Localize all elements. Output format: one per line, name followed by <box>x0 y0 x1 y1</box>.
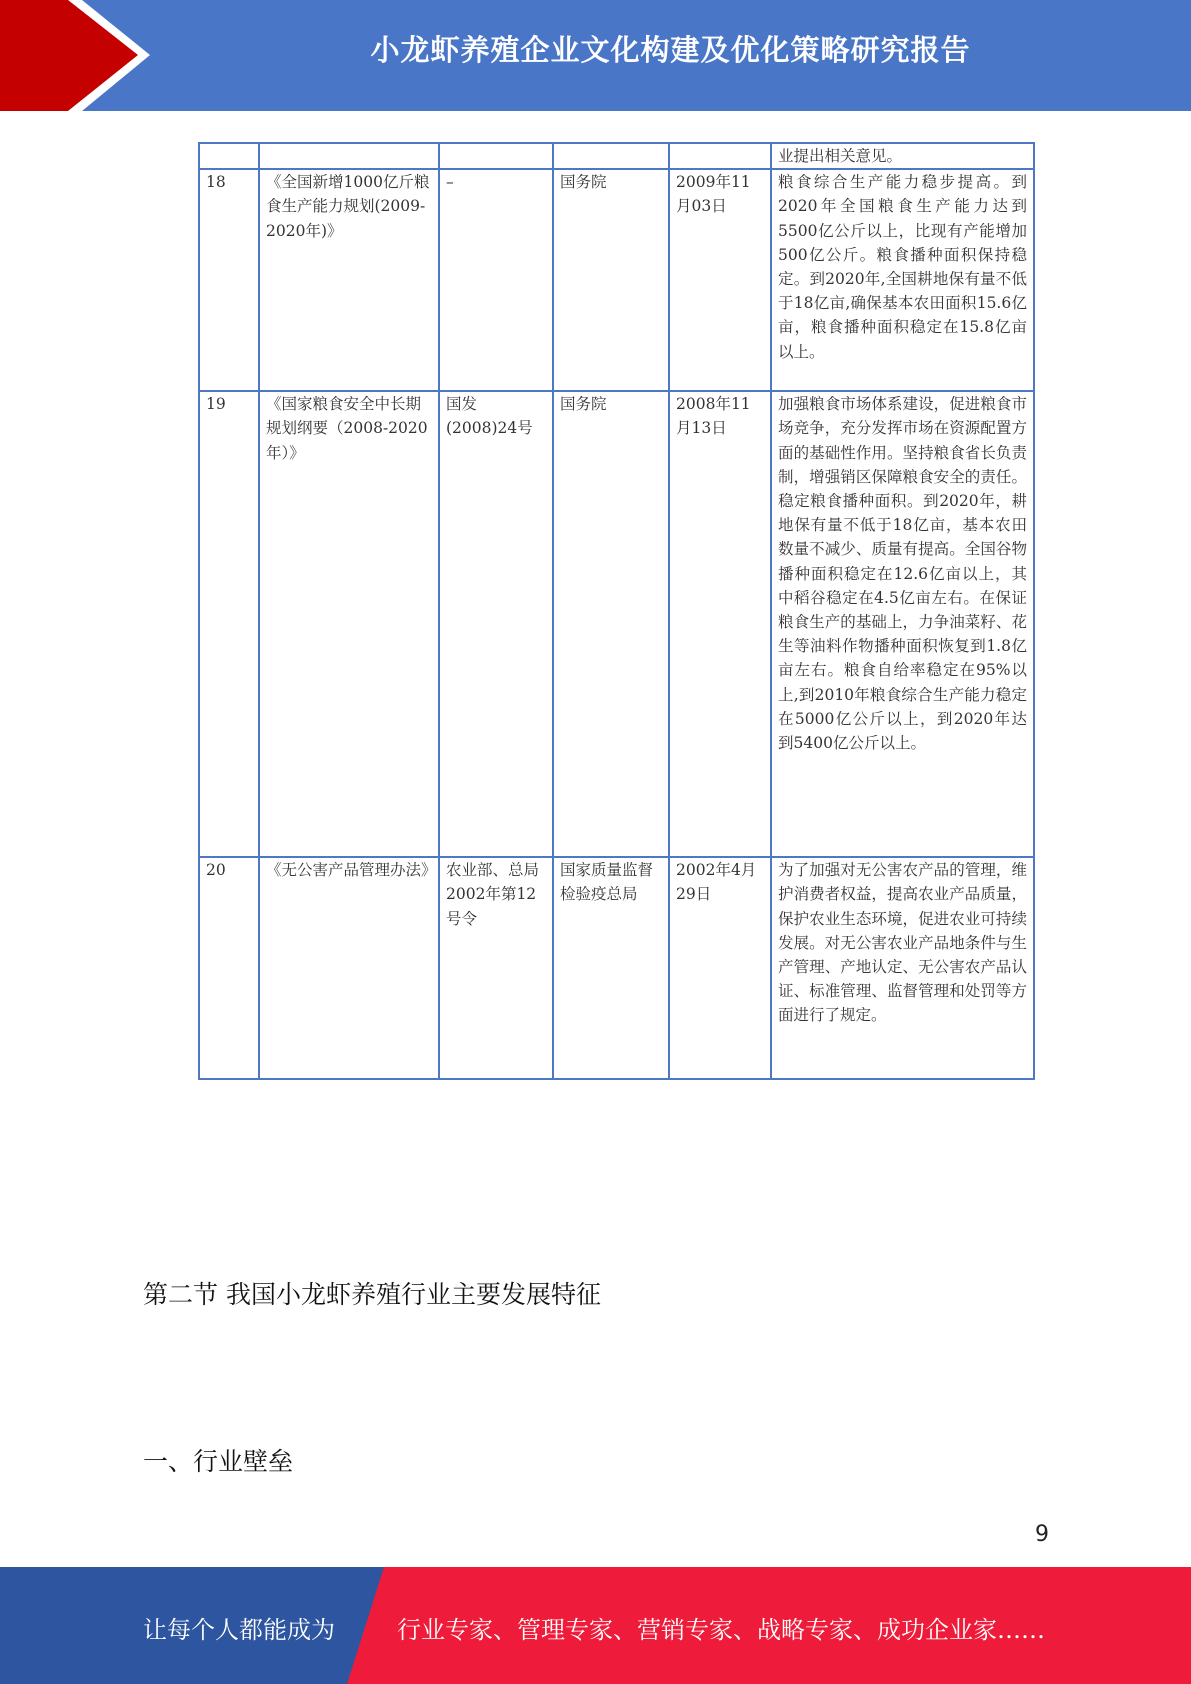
doc-code <box>439 143 553 169</box>
issuer: 国家质量监督检验疫总局 <box>553 857 669 1079</box>
row-number <box>199 143 259 169</box>
policy-description: 粮食综合生产能力稳步提高。到2020年全国粮食生产能力达到5500亿公斤以上，比现有产能增加500亿公斤。粮食播种面积保持稳定。到2020年,全国耕地保有量不低于18亿亩,确保基本农田面积15.6亿亩，粮食播种面积稳定在15.8亿亩以上。 <box>771 169 1034 391</box>
issue-date <box>669 143 771 169</box>
issue-date: 2009年11月03日 <box>669 169 771 391</box>
table-row <box>199 143 1034 169</box>
table-row <box>199 391 1034 857</box>
header-chevron-icon <box>0 0 138 111</box>
policy-description: 加强粮食市场体系建设，促进粮食市场竞争，充分发挥市场在资源配置方面的基础性作用。坚持粮食省长负责制，增强销区保障粮食安全的责任。稳定粮食播种面积。到2020年，耕地保有量不低于18亿亩，基本农田数量不减少、质量有提高。全国谷物播种面积稳定在12.6亿亩以上，其中稻谷稳定在4.5亿亩左右。在保证粮食生产的基础上，力争油菜籽、花生等油料作物播种面积恢复到1.8亿亩左右。粮食自给率稳定在95%以上,到2010年粮食综合生产能力稳定在5000亿公斤以上，到2020年达到5400亿公斤以上。 <box>771 391 1034 857</box>
issue-date: 2008年11月13日 <box>669 391 771 857</box>
doc-code: – <box>439 169 553 391</box>
policy-name: 《无公害产品管理办法》 <box>259 857 439 1079</box>
footer-slogan-right: 行业专家、管理专家、营销专家、战略专家、成功企业家…… <box>397 1616 1045 1644</box>
policy-table <box>198 142 1035 1080</box>
subsection-heading: 一、行业壁垒 <box>143 1447 294 1476</box>
row-number: 18 <box>199 169 259 391</box>
page-footer <box>0 1567 1191 1684</box>
policy-description: 为了加强对无公害农产品的管理，维护消费者权益，提高农业产品质量，保护农业生态环境，促进农业可持续发展。对无公害农业产品地条件与生产管理、产地认定、无公害农产品认证、标准管理、监督管理和处罚等方面进行了规定。 <box>771 857 1034 1079</box>
policy-name: 《全国新增1000亿斤粮食生产能力规划(2009-2020年)》 <box>259 169 439 391</box>
doc-code: 农业部、总局 2002年第12号令 <box>439 857 553 1079</box>
header-title: 小龙虾养殖企业文化构建及优化策略研究报告 <box>370 33 971 67</box>
table-row <box>199 169 1034 391</box>
policy-name <box>259 143 439 169</box>
section-heading: 第二节 我国小龙虾养殖行业主要发展特征 <box>143 1280 601 1309</box>
page-number: 9 <box>1035 1522 1049 1547</box>
policy-name: 《国家粮食安全中长期规划纲要（2008-2020年）》 <box>259 391 439 857</box>
table-row <box>199 857 1034 1079</box>
row-number: 20 <box>199 857 259 1079</box>
row-number: 19 <box>199 391 259 857</box>
issuer <box>553 143 669 169</box>
page-header <box>0 0 1191 111</box>
policy-description: 业提出相关意见。 <box>771 143 1034 169</box>
footer-slogan-left: 让每个人都能成为 <box>143 1616 335 1644</box>
issue-date: 2002年4月29日 <box>669 857 771 1079</box>
issuer: 国务院 <box>553 391 669 857</box>
issuer: 国务院 <box>553 169 669 391</box>
doc-code: 国发(2008)24号 <box>439 391 553 857</box>
